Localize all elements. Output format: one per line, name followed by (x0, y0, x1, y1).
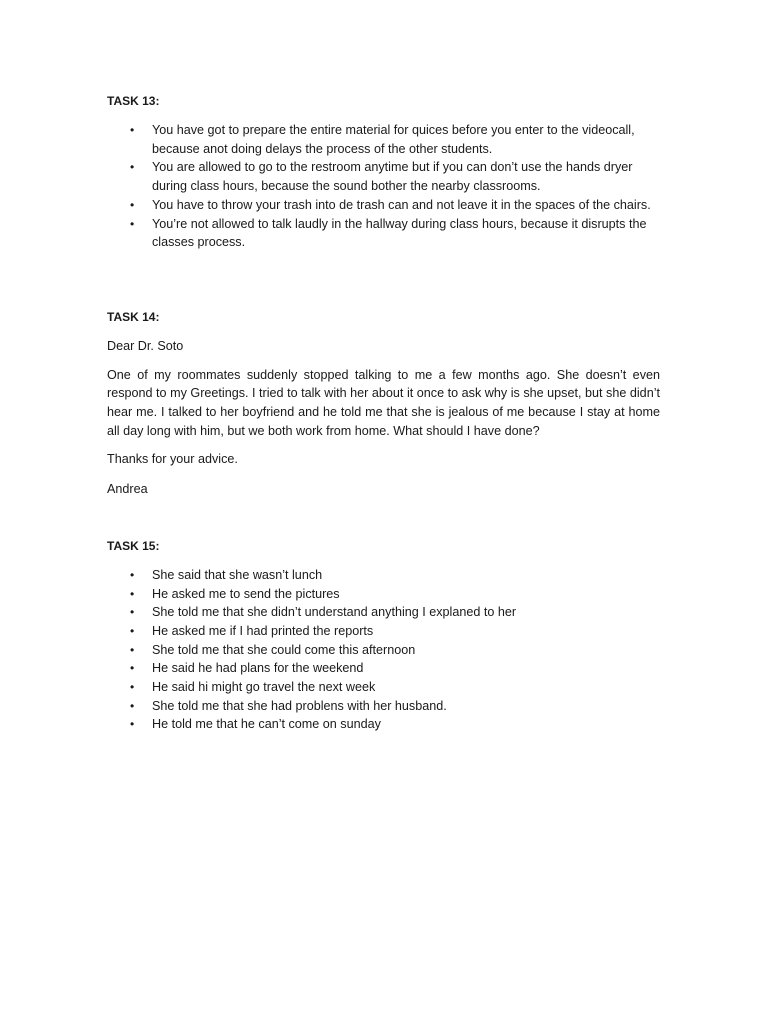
list-item: • She told me that she could come this afternoon (107, 641, 660, 660)
bullet-icon: • (130, 605, 135, 620)
document-page (107, 92, 660, 734)
task-13-list (107, 121, 660, 252)
task-14-heading: TASK 14: (107, 309, 160, 324)
list-item: • He told me that he can’t come on sunday (107, 715, 660, 734)
list-item: • She told me that she had problens with her husband. (107, 697, 660, 716)
bullet-icon: • (130, 642, 135, 657)
bullet-icon: • (130, 160, 135, 175)
bullet-icon: • (130, 216, 135, 231)
letter-salutation: Dear Dr. Soto (107, 338, 184, 353)
bullet-icon: • (130, 586, 135, 601)
list-item: • You have got to prepare the entire material for quices before you enter to the videocall, because anot doing delays the process of the other students. (130, 123, 635, 156)
task-13-heading: TASK 13: (107, 94, 160, 108)
list-item: • She said that she wasn’t lunch (107, 566, 660, 585)
bullet-icon: • (130, 623, 135, 638)
list-item: • He said hi might go travel the next week (107, 678, 660, 697)
task-15-heading: TASK 15: (107, 538, 160, 553)
list-item: • She told me that she didn’t understand anything I explaned to her (107, 603, 660, 622)
letter-closing: Thanks for your advice. (107, 452, 238, 467)
letter-body: One of my roommates suddenly stopped talking to me a few months ago. She doesn’t even respond to my Greetings. I tried to talk with her about it once to ask why is she upset, but she didn’t hear me. I talked to her boyfriend and he told me that she is jealous of me because I stay at home all day long with him, but we both work from home. What should I have done? (107, 367, 660, 438)
list-item: • He asked me if I had printed the reports (107, 622, 660, 641)
bullet-icon: • (130, 567, 135, 582)
letter-signature: Andrea (107, 482, 148, 497)
list-item: • He asked me to send the pictures (107, 585, 660, 604)
list-item: • You have to throw your trash into de trash can and not leave it in the spaces of the chairs. (107, 196, 660, 215)
bullet-icon: • (130, 717, 135, 732)
bullet-icon: • (130, 197, 135, 212)
bullet-icon: • (130, 661, 135, 676)
bullet-icon: • (130, 698, 135, 713)
list-item: • You are allowed to go to the restroom anytime but if you can don’t use the hands dryer during class hours, because the sound bother the nearby classrooms. (130, 160, 633, 194)
bullet-icon: • (130, 123, 135, 137)
bullet-icon: • (130, 680, 135, 695)
task-15-list (107, 566, 660, 734)
list-item: • You’re not allowed to talk laudly in the hallway during class hours, because it disrupts the classes process. (130, 216, 647, 250)
list-item: • He said he had plans for the weekend (107, 659, 660, 678)
